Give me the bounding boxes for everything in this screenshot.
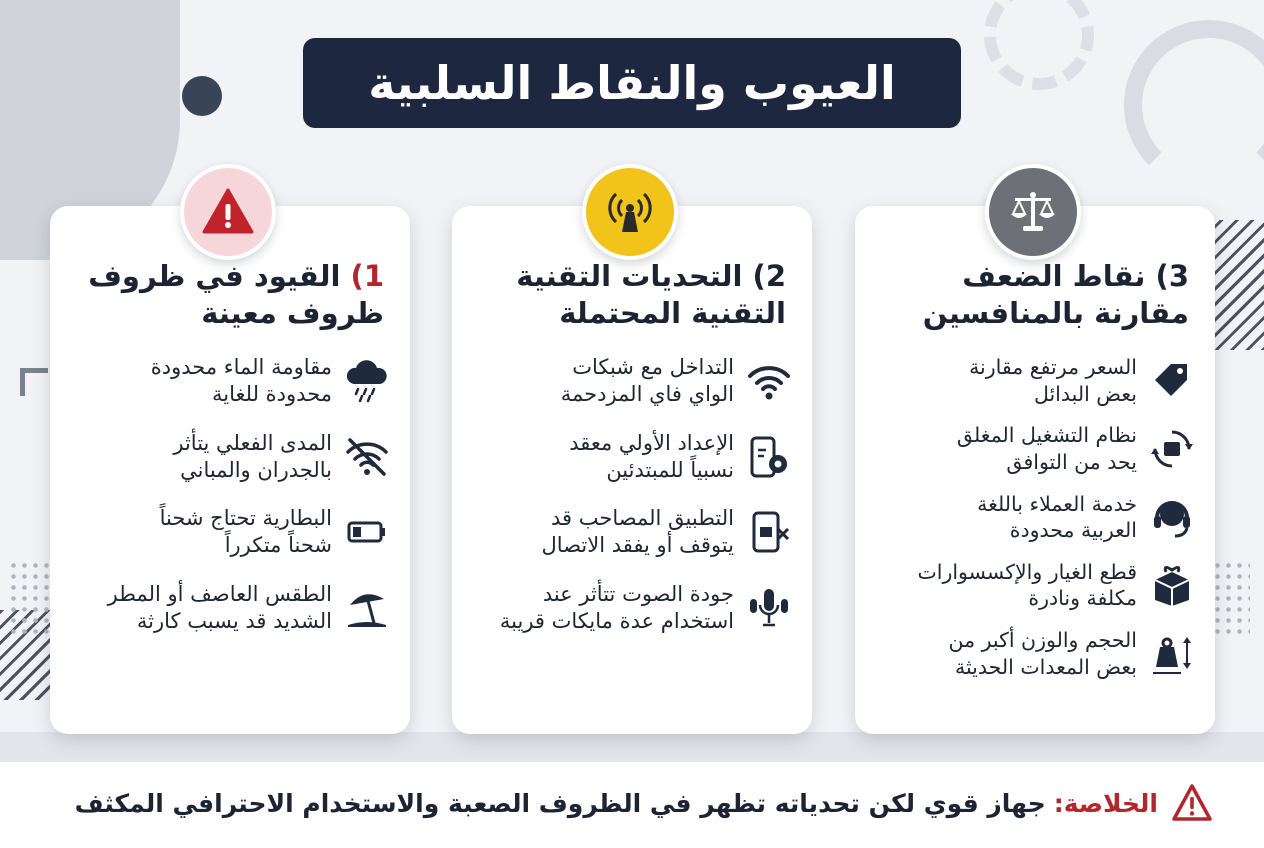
beach-umbrella-icon xyxy=(342,583,392,633)
background-bracket xyxy=(20,368,48,396)
list-item: التطبيق المصاحب قد يتوقف أو يفقد الاتصال xyxy=(466,505,794,560)
weight-icon xyxy=(1147,629,1197,679)
summary-label: الخلاصة: xyxy=(1053,788,1158,818)
wifi-icon xyxy=(744,356,794,406)
page-title: العيوب والنقاط السلبية xyxy=(368,56,896,110)
card-badge xyxy=(180,164,276,260)
card-limitations xyxy=(50,206,410,734)
list-item: البطارية تحتاج شحناً شحناً متكرراً xyxy=(64,505,392,560)
list-item: المدى الفعلي يتأثر بالجدران والمباني xyxy=(64,430,392,485)
os-sync-icon xyxy=(1147,424,1197,474)
background-dot xyxy=(182,76,222,116)
antenna-icon xyxy=(602,184,658,240)
title-banner xyxy=(303,38,961,128)
summary xyxy=(50,780,1214,826)
price-tag-icon xyxy=(1147,356,1197,406)
card-weaknesses xyxy=(855,206,1215,734)
microphones-icon xyxy=(744,583,794,633)
card-badge xyxy=(582,164,678,260)
list-item: نظام التشغيل المغلق يحد من التوافق xyxy=(869,422,1197,475)
gift-box-icon xyxy=(1147,560,1197,610)
list-item: السعر مرتفع مقارنة بعض البدائل xyxy=(869,354,1197,407)
support-headset-icon xyxy=(1147,492,1197,542)
wifi-off-icon xyxy=(342,432,392,482)
card-heading: 2) التحديات التقنية التقنية المحتملة xyxy=(516,259,786,331)
warning-icon xyxy=(200,184,256,240)
list-item: الإعداد الأولي معقد نسبياً للمبتدئين xyxy=(466,430,794,485)
list-item: الحجم والوزن أكبر من بعض المعدات الحديثة xyxy=(869,627,1197,680)
card-items xyxy=(466,354,794,656)
list-item: مقاومة الماء محدودة محدودة للغاية xyxy=(64,354,392,409)
rain-cloud-icon xyxy=(342,356,392,406)
card-items xyxy=(869,354,1197,695)
phone-settings-icon xyxy=(744,432,794,482)
list-item: قطع الغيار والإكسسوارات مكلفة ونادرة xyxy=(869,559,1197,612)
card-technical-challenges xyxy=(452,206,812,734)
scales-icon xyxy=(1005,184,1061,240)
card-heading: 1) القيود في ظروف ظروف معينة xyxy=(88,259,384,331)
summary-text: جهاز قوي لكن تحدياته تظهر في الظروف الصعبة والاستخدام الاحترافي المكثف xyxy=(74,788,1046,818)
warning-outline-icon xyxy=(1170,781,1214,825)
background-gear-icon xyxy=(984,0,1094,90)
background-headset-icon xyxy=(1124,20,1264,190)
list-item: الطقس العاصف أو المطر الشديد قد يسبب كارثة xyxy=(64,581,392,636)
phone-x-icon xyxy=(744,507,794,557)
list-item: خدمة العملاء باللغة العربية محدودة xyxy=(869,491,1197,544)
list-item: التداخل مع شبكات الواي فاي المزدحمة xyxy=(466,354,794,409)
background-band xyxy=(0,732,1264,762)
list-item: جودة الصوت تتأثر عند استخدام عدة مايكات قريبة xyxy=(466,581,794,636)
battery-low-icon xyxy=(342,507,392,557)
card-badge xyxy=(985,164,1081,260)
card-items xyxy=(64,354,392,656)
card-heading: 3) نقاط الضعف مقارنة بالمنافسين xyxy=(922,259,1189,331)
